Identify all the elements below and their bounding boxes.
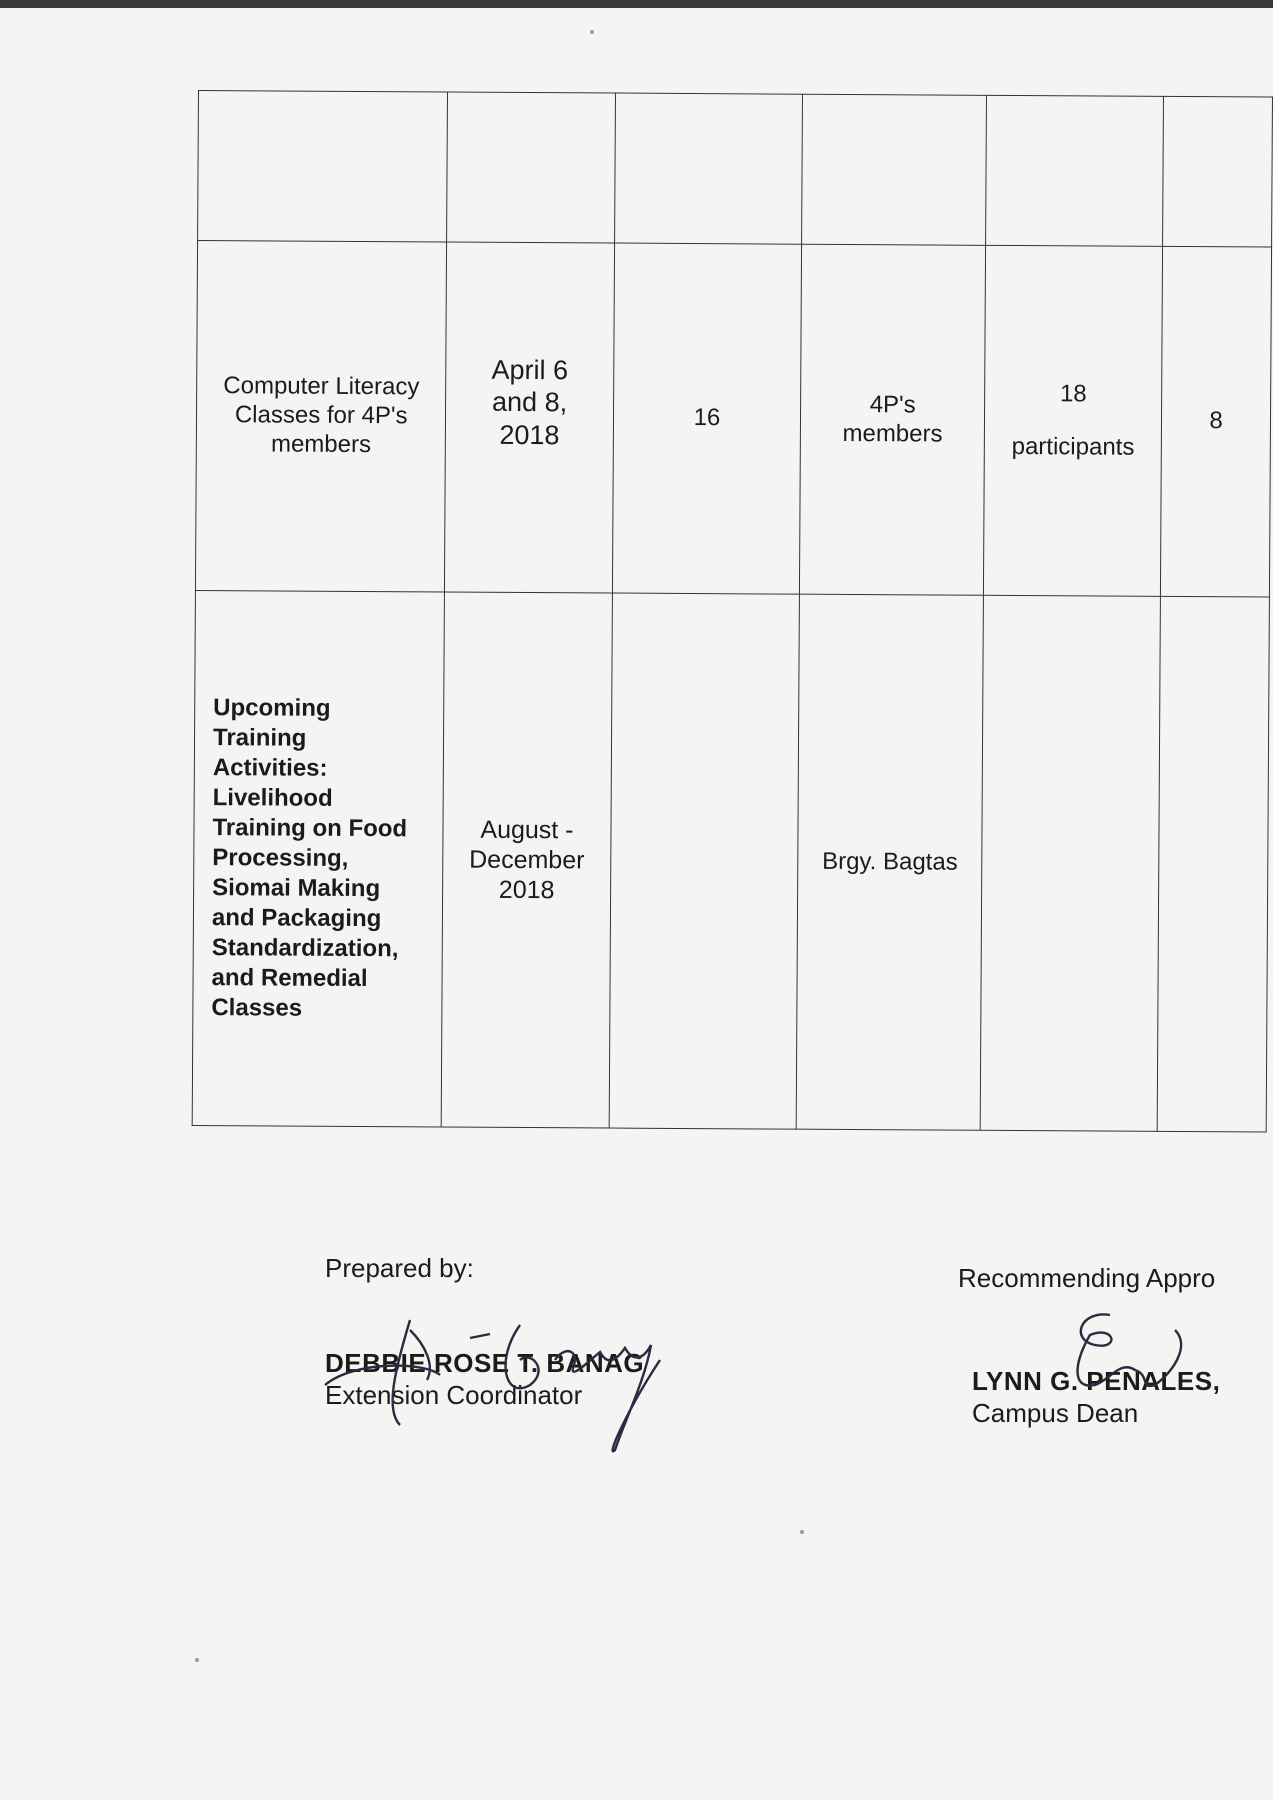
scan-top-edge <box>0 0 1273 8</box>
activity-line: Training on Food <box>212 814 408 843</box>
prepared-by-title: Extension Coordinator <box>325 1380 583 1410</box>
activity-line: Classes for 4P's <box>234 401 408 430</box>
activity-cell <box>195 241 446 593</box>
date-cell <box>442 592 613 1128</box>
scan-speck <box>590 30 594 34</box>
participants-cell <box>980 595 1161 1131</box>
recommending-approval-name: LYNN G. PENALES, <box>972 1365 1221 1396</box>
activity-line: Classes <box>211 994 303 1022</box>
activity-line: Livelihood <box>212 784 333 812</box>
recommending-approval-title: Campus Dean <box>972 1398 1139 1428</box>
scan-speck <box>800 1530 804 1534</box>
participants-cell <box>983 245 1162 596</box>
prepared-by-label: Prepared by: <box>325 1253 474 1283</box>
hours-value: 16 <box>693 404 721 432</box>
last-column-cell <box>1157 596 1269 1132</box>
activity-line: members <box>270 430 372 458</box>
activity-line: and Remedial <box>211 964 368 993</box>
recommending-approval-block <box>958 1262 1220 1430</box>
activity-line: and Packaging <box>211 904 382 933</box>
hours-cell <box>609 593 800 1129</box>
beneficiaries-line: Brgy. Bagtas <box>822 847 958 876</box>
table-row <box>192 590 1269 1132</box>
beneficiaries-line: members <box>842 419 943 448</box>
beneficiaries-cell <box>796 594 983 1130</box>
hours-cell <box>614 93 802 244</box>
participants-cell <box>986 95 1164 246</box>
last-column-value: 8 <box>1209 407 1223 435</box>
prepared-by-name: DEBBIE ROSE T. BANAG <box>325 1347 645 1378</box>
participants-label: participants <box>1011 432 1135 461</box>
prepared-by-block <box>325 1252 644 1412</box>
activity-line: Upcoming <box>213 694 331 722</box>
activity-line: Processing, <box>212 844 349 872</box>
date-line: and 8, <box>491 387 568 418</box>
hours-cell <box>612 243 802 594</box>
activity-line: Standardization, <box>211 934 399 963</box>
beneficiaries-cell <box>802 94 987 245</box>
table-row <box>198 91 1273 248</box>
activity-table <box>192 90 1273 1133</box>
date-line: 2018 <box>498 875 555 905</box>
date-cell <box>445 242 614 593</box>
date-line: December <box>469 845 585 875</box>
participants-count: 18 <box>1059 380 1087 408</box>
activity-line: Activities: <box>212 754 328 782</box>
date-line: August - <box>480 815 574 845</box>
activity-line: Siomai Making <box>212 874 381 903</box>
beneficiaries-cell <box>800 244 986 595</box>
activity-cell <box>192 590 445 1127</box>
last-column-cell <box>1161 246 1272 597</box>
scan-speck <box>195 1658 199 1662</box>
last-column-cell <box>1163 96 1273 247</box>
activity-line: Computer Literacy <box>223 372 420 401</box>
date-cell <box>447 92 615 243</box>
activity-line: Training <box>212 724 307 752</box>
date-line: 2018 <box>499 419 560 450</box>
beneficiaries-line: 4P's <box>869 390 916 419</box>
table-row <box>195 241 1271 598</box>
date-line: April 6 <box>491 354 569 386</box>
recommending-approval-label: Recommending Appro <box>958 1263 1216 1293</box>
activity-cell <box>198 91 448 243</box>
